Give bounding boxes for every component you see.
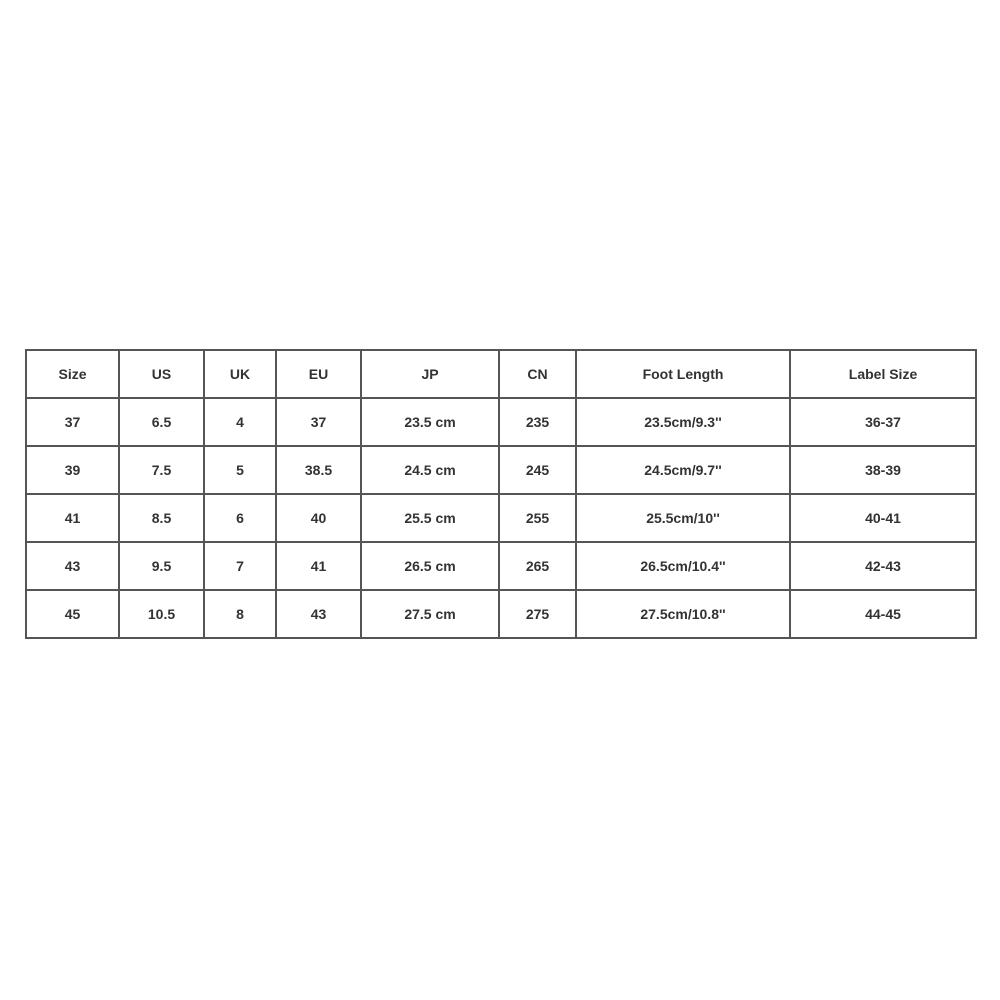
cell-uk: 4 xyxy=(204,398,276,446)
size-chart-table xyxy=(25,349,977,639)
cell-uk: 7 xyxy=(204,542,276,590)
table-row xyxy=(26,446,976,494)
cell-jp: 24.5 cm xyxy=(361,446,499,494)
cell-label-size: 36-37 xyxy=(790,398,976,446)
header-us: US xyxy=(119,350,204,398)
cell-size: 37 xyxy=(26,398,119,446)
header-eu: EU xyxy=(276,350,361,398)
cell-cn: 265 xyxy=(499,542,576,590)
cell-label-size: 40-41 xyxy=(790,494,976,542)
cell-uk: 6 xyxy=(204,494,276,542)
table-row xyxy=(26,398,976,446)
header-jp: JP xyxy=(361,350,499,398)
cell-eu: 37 xyxy=(276,398,361,446)
cell-foot-length: 24.5cm/9.7'' xyxy=(576,446,790,494)
cell-label-size: 44-45 xyxy=(790,590,976,638)
cell-foot-length: 23.5cm/9.3'' xyxy=(576,398,790,446)
cell-cn: 235 xyxy=(499,398,576,446)
cell-cn: 275 xyxy=(499,590,576,638)
cell-foot-length: 27.5cm/10.8'' xyxy=(576,590,790,638)
cell-eu: 43 xyxy=(276,590,361,638)
cell-size: 39 xyxy=(26,446,119,494)
cell-eu: 38.5 xyxy=(276,446,361,494)
header-row xyxy=(26,350,976,398)
header-label-size: Label Size xyxy=(790,350,976,398)
cell-us: 6.5 xyxy=(119,398,204,446)
cell-foot-length: 25.5cm/10'' xyxy=(576,494,790,542)
cell-jp: 26.5 cm xyxy=(361,542,499,590)
cell-label-size: 42-43 xyxy=(790,542,976,590)
header-cn: CN xyxy=(499,350,576,398)
cell-cn: 255 xyxy=(499,494,576,542)
header-size: Size xyxy=(26,350,119,398)
cell-jp: 23.5 cm xyxy=(361,398,499,446)
cell-size: 43 xyxy=(26,542,119,590)
table-row xyxy=(26,590,976,638)
table-row xyxy=(26,494,976,542)
cell-foot-length: 26.5cm/10.4'' xyxy=(576,542,790,590)
cell-eu: 41 xyxy=(276,542,361,590)
header-foot-length: Foot Length xyxy=(576,350,790,398)
cell-uk: 5 xyxy=(204,446,276,494)
cell-cn: 245 xyxy=(499,446,576,494)
cell-us: 8.5 xyxy=(119,494,204,542)
cell-jp: 27.5 cm xyxy=(361,590,499,638)
cell-us: 10.5 xyxy=(119,590,204,638)
cell-label-size: 38-39 xyxy=(790,446,976,494)
cell-eu: 40 xyxy=(276,494,361,542)
cell-us: 7.5 xyxy=(119,446,204,494)
cell-uk: 8 xyxy=(204,590,276,638)
header-uk: UK xyxy=(204,350,276,398)
cell-size: 41 xyxy=(26,494,119,542)
table-row xyxy=(26,542,976,590)
cell-size: 45 xyxy=(26,590,119,638)
cell-jp: 25.5 cm xyxy=(361,494,499,542)
cell-us: 9.5 xyxy=(119,542,204,590)
